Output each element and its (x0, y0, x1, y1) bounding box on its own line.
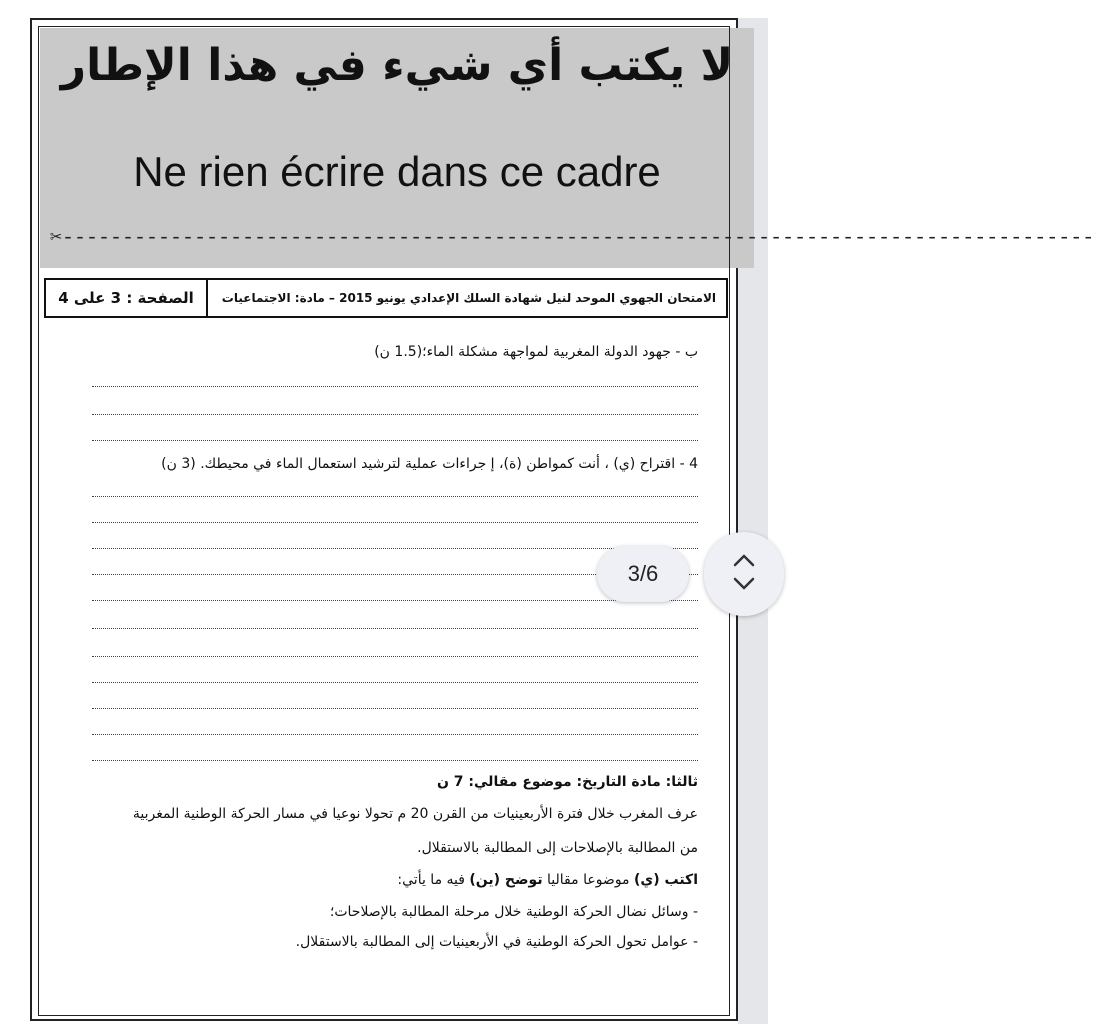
answer-line (92, 386, 698, 387)
page-number-label: الصفحة : 3 على 4 (46, 280, 208, 316)
point-1: - وسائل نضال الحركة الوطنية خلال مرحلة المطالبة بالإصلاحات؛ (329, 904, 698, 920)
answer-line (92, 414, 698, 415)
page-indicator (597, 546, 689, 602)
answer-line (92, 656, 698, 657)
answer-line (92, 628, 698, 629)
question-b: ب - جهود الدولة المغربية لمواجهة مشكلة الماء؛(1.5 ن) (374, 344, 698, 360)
section-3-title: ثالثا: مادة التاريخ: موضوع مقالي: 7 ن (436, 774, 698, 790)
page-navigation-control (704, 532, 784, 616)
paragraph-line-1: عرف المغرب خلال فترة الأربعينيات من القرن 20 م تحولا نوعيا في مسار الحركة الوطنية المغربية (132, 806, 698, 822)
answer-line (92, 548, 698, 549)
arabic-header-title: لا يكتب أي شيء في هذا الإطار (60, 40, 734, 91)
answer-line (92, 760, 698, 761)
answer-line (92, 708, 698, 709)
point-2: - عوامل تحول الحركة الوطنية في الأربعينيات إلى المطالبة بالاستقلال. (295, 934, 698, 950)
instruction-bold: توضح (ين) (469, 872, 543, 888)
answer-line (92, 440, 698, 441)
cut-line (50, 224, 1094, 252)
chevron-down-icon[interactable] (732, 574, 756, 594)
answer-line (92, 600, 698, 601)
instruction-middle: موضوعا مقاليا (542, 872, 635, 888)
answer-line (92, 496, 698, 497)
instruction-prefix: اكتب (ي) (634, 872, 698, 888)
instruction-suffix: فيه ما يأتي: (397, 872, 470, 888)
question-4: 4 - اقتراح (ي) ، أنت كمواطن (ة)، إ جراءات عملية لترشيد استعمال الماء في محيطك. (3 ن) (161, 456, 698, 472)
exam-info-box (44, 278, 728, 318)
instruction-line (397, 872, 698, 888)
chevron-up-icon[interactable] (732, 550, 756, 570)
answer-line (92, 682, 698, 683)
answer-line (92, 734, 698, 735)
answer-line (92, 522, 698, 523)
page-indicator-text: 3/6 (627, 561, 659, 586)
exam-title: الامتحان الجهوي الموحد لنيل شهادة السلك الإعدادي يونيو 2015 – مادة: الاجتماعيات (221, 291, 716, 305)
cut-line-text: ✂-------------------------------------------------------------------------------------- (50, 227, 1094, 250)
french-header-title: Ne rien écrire dans ce cadre (133, 148, 661, 195)
paragraph-line-2: من المطالبة بالإصلاحات إلى المطالبة بالاستقلال. (417, 840, 698, 856)
